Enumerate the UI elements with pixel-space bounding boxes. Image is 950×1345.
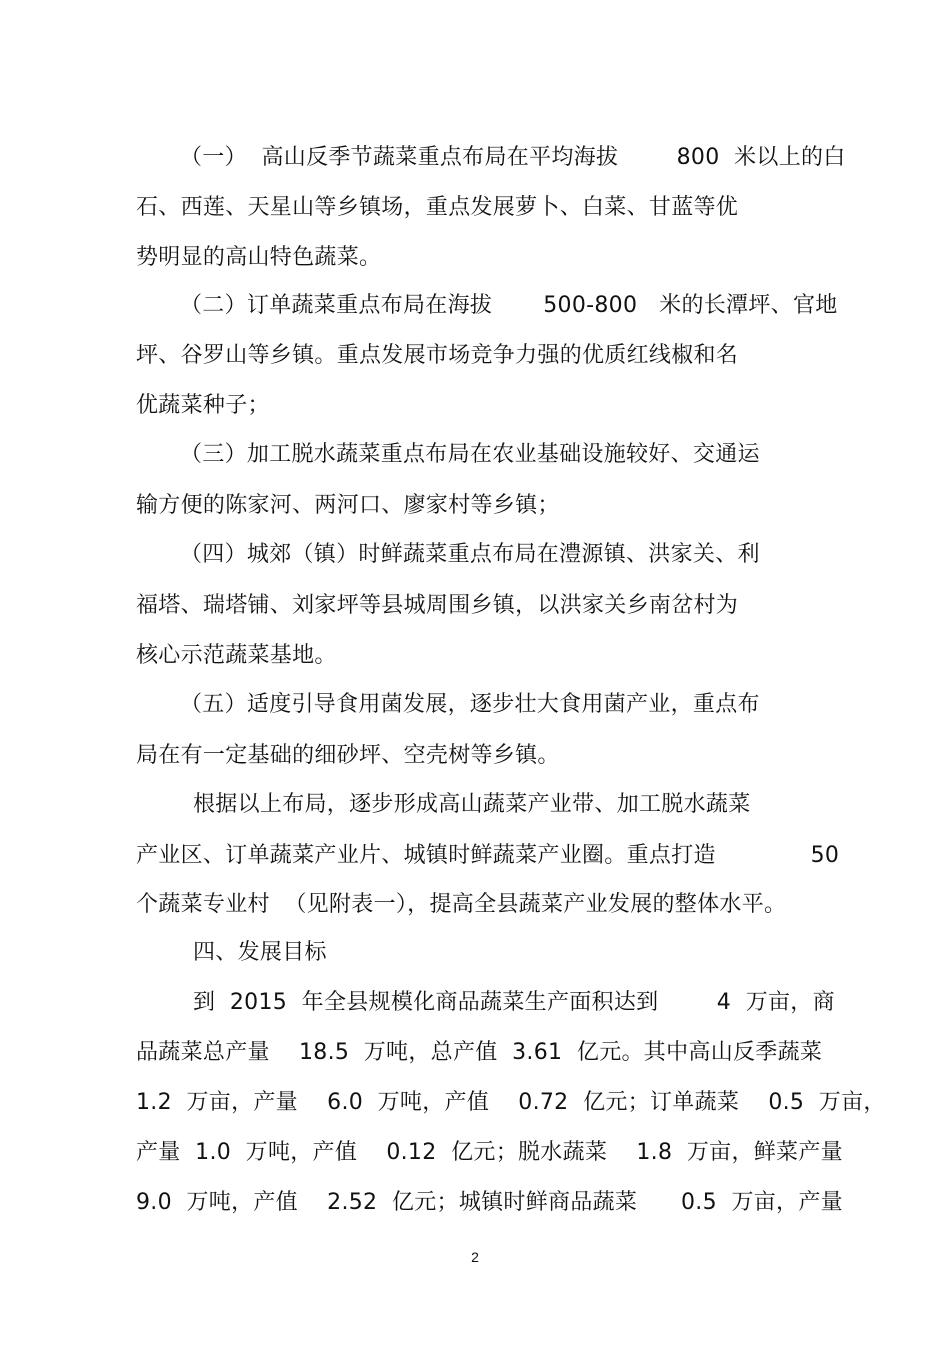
text-line-9: （四）城郊（镇）时鲜蔬菜重点布局在澧源镇、洪家关、利 xyxy=(180,542,760,567)
text-line-16: 个蔬菜专业村 （见附表一），提高全县蔬菜产业发展的整体水平。 xyxy=(136,892,787,917)
text-line-6: 优蔬菜种子； xyxy=(136,393,270,418)
text-line-21: 产量 1.0 万吨，产值 0.12 亿元；脱水蔬菜 1.8 万亩，鲜菜产量 xyxy=(136,1140,843,1165)
text-line-1: （一） 高山反季节蔬菜重点布局在平均海拔 800 米以上的白 xyxy=(180,145,846,170)
text-line-11: 核心示范蔬菜基地。 xyxy=(136,643,337,668)
text-line-3: 势明显的高山特色蔬菜。 xyxy=(136,245,382,270)
text-line-4: （二）订单蔬菜重点布局在海拔 500-800 米的长潭坪、官地 xyxy=(180,293,838,318)
text-line-7: （三）加工脱水蔬菜重点布局在农业基础设施较好、交通运 xyxy=(180,442,760,467)
text-line-2: 石、西莲、天星山等乡镇场，重点发展萝卜、白菜、甘蓝等优 xyxy=(136,195,739,220)
text-line-12: （五）适度引导食用菌发展，逐步壮大食用菌产业，重点布 xyxy=(180,692,760,717)
text-line-22: 9.0 万吨，产值 2.52 亿元；城镇时鲜商品蔬菜 0.5 万亩，产量 xyxy=(136,1190,843,1215)
section-heading: 四、发展目标 xyxy=(193,940,327,965)
text-line-15: 产业区、订单蔬菜产业片、城镇时鲜蔬菜产业圈。重点打造 50 xyxy=(136,843,840,868)
text-line-14: 根据以上布局，逐步形成高山蔬菜产业带、加工脱水蔬菜 xyxy=(193,792,751,817)
text-line-5: 坪、谷罗山等乡镇。重点发展市场竞争力强的优质红线椒和名 xyxy=(136,343,739,368)
text-line-19: 品蔬菜总产量 18.5 万吨，总产值 3.61 亿元。其中高山反季蔬菜 xyxy=(136,1040,823,1065)
text-line-20: 1.2 万亩，产量 6.0 万吨，产值 0.72 亿元；订单蔬菜 0.5 万亩， xyxy=(136,1090,886,1115)
text-line-13: 局在有一定基础的细砂坪、空壳树等乡镇。 xyxy=(136,743,560,768)
text-line-8: 输方便的陈家河、两河口、廖家村等乡镇； xyxy=(136,493,560,518)
text-line-10: 福塔、瑞塔铺、刘家坪等县城周围乡镇，以洪家关乡南岔村为 xyxy=(136,593,739,618)
text-line-18: 到 2015 年全县规模化商品蔬菜生产面积达到 4 万亩，商 xyxy=(193,990,835,1015)
page-number: 2 xyxy=(471,1249,479,1265)
